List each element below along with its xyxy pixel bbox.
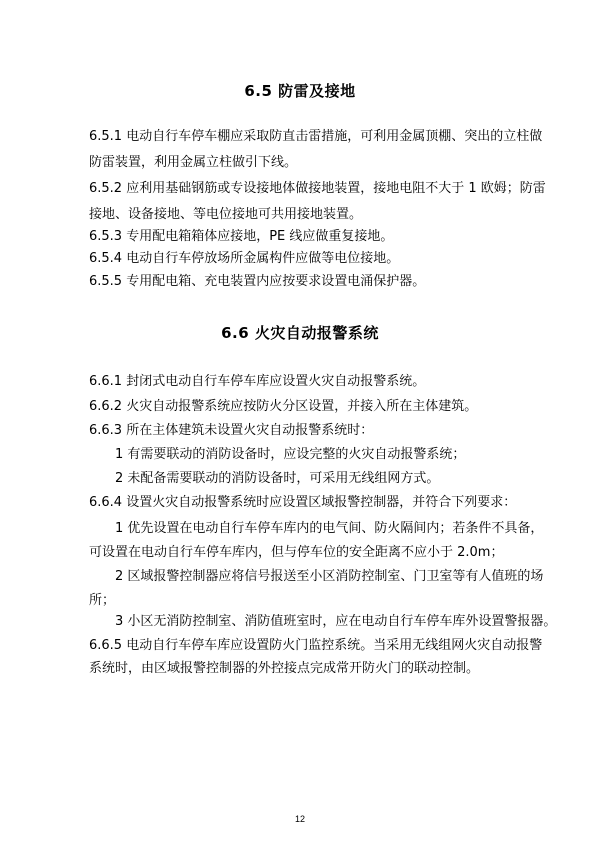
paragraph-6-6-3-item-2: 2 未配备需要联动的消防设备时，可采用无线组网方式。: [115, 471, 440, 486]
section-heading-6-5: 6.5 防雷及接地: [244, 82, 356, 100]
paragraph-6-6-3-item-1: 1 有需要联动的消防设备时，应设完整的火灾自动报警系统；: [115, 447, 466, 462]
paragraph-6-6-5-line-1: 6.6.5 电动自行车停车库应设置防火门监控系统。当采用无线组网火灾自动报警: [89, 638, 543, 653]
section-heading-6-6: 6.6 火灾自动报警系统: [221, 324, 379, 342]
paragraph-6-6-5-line-2: 系统时，由区域报警控制器的外控接点完成常开防火门的联动控制。: [89, 661, 480, 676]
paragraph-6-5-2-line-2: 接地、设备接地、等电位接地可共用接地装置。: [89, 207, 363, 222]
paragraph-6-6-4-item-2-line-1: 2 区域报警控制器应将信号报送至小区消防控制室、门卫室等有人值班的场: [115, 569, 544, 584]
page-number: 12: [294, 814, 305, 824]
paragraph-6-5-1-line-2: 防雷装置，利用金属立柱做引下线。: [89, 155, 298, 170]
paragraph-6-5-2-line-1: 6.5.2 应利用基础钢筋或专设接地体做接地装置，接地电阻不大于 1 欧姆；防雷: [89, 181, 546, 196]
paragraph-6-5-3: 6.5.3 专用配电箱箱体应接地，PE 线应做重复接地。: [89, 229, 394, 244]
paragraph-6-6-4-item-3: 3 小区无消防控制室、消防值班室时，应在电动自行车停车库外设置警报器。: [115, 614, 557, 629]
paragraph-6-5-1-line-1: 6.5.1 电动自行车停车棚应采取防直击雷措施，可利用金属顶棚、突出的立柱做: [89, 129, 543, 144]
paragraph-6-6-2: 6.6.2 火灾自动报警系统应按防火分区设置，并接入所在主体建筑。: [89, 399, 478, 414]
paragraph-6-6-4: 6.6.4 设置火灾自动报警系统时应设置区域报警控制器，并符合下列要求：: [89, 495, 517, 510]
paragraph-6-5-5: 6.5.5 专用配电箱、充电装置内应按要求设置电涌保护器。: [89, 274, 426, 289]
paragraph-6-5-4: 6.5.4 电动自行车停放场所金属构件应做等电位接地。: [89, 251, 400, 266]
paragraph-6-6-1: 6.6.1 封闭式电动自行车停车库应设置火灾自动报警系统。: [89, 374, 426, 389]
paragraph-6-6-4-item-2-line-2: 所；: [89, 593, 116, 608]
paragraph-6-6-4-item-1-line-1: 1 优先设置在电动自行车停车库内的电气间、防火隔间内；若条件不具备，: [115, 521, 544, 536]
paragraph-6-6-4-item-1-line-2: 可设置在电动自行车停车库内，但与停车位的安全距离不应小于 2.0m；: [89, 545, 504, 560]
paragraph-6-6-3: 6.6.3 所在主体建筑未设置火灾自动报警系统时：: [89, 423, 374, 438]
